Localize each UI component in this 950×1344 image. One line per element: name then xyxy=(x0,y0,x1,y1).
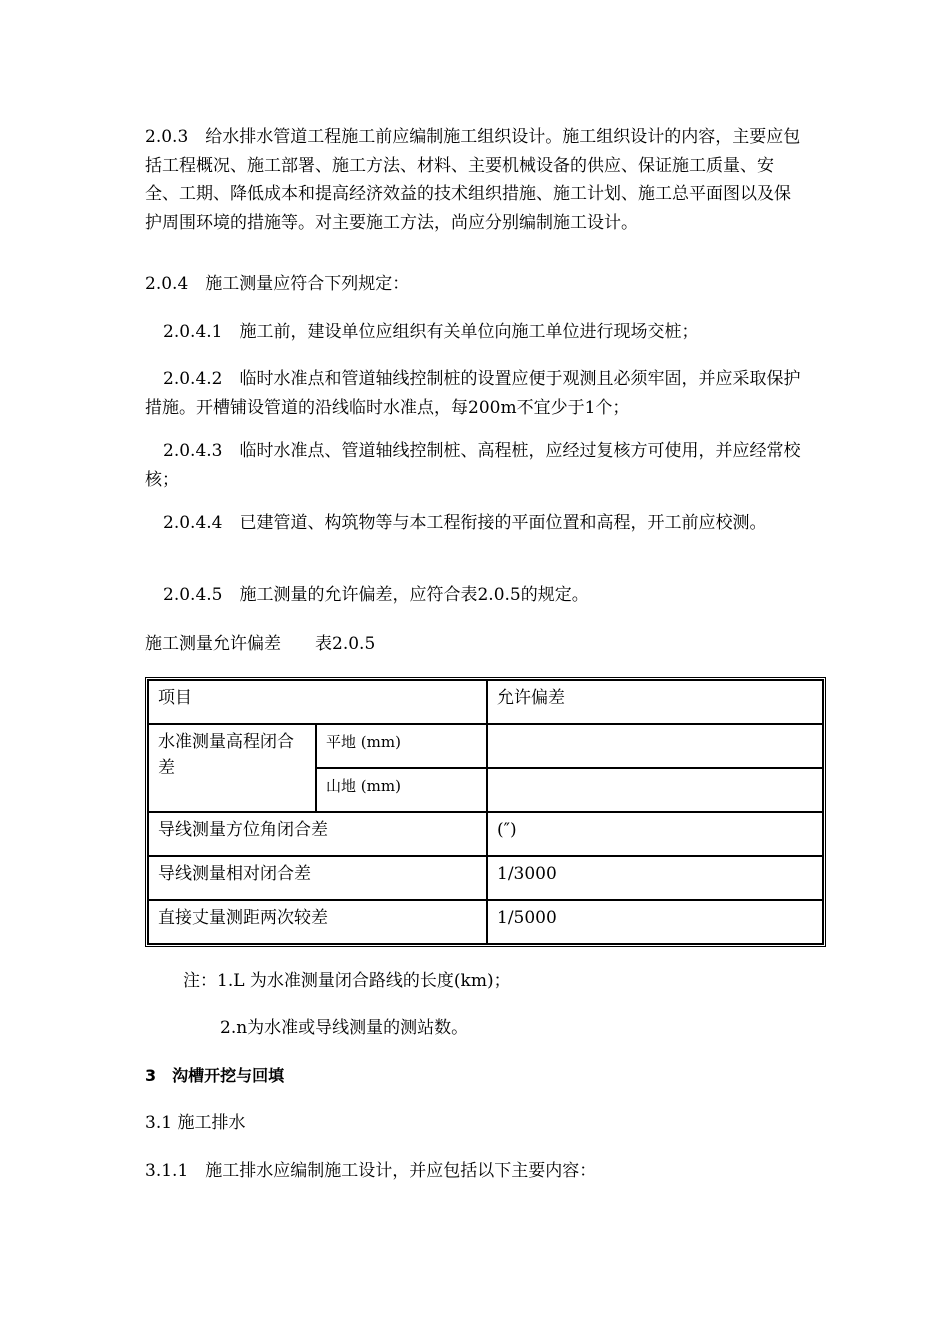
paragraph-2-0-4-4: 2.0.4.4 已建管道、构筑物等与本工程衔接的平面位置和高程，开工前应校测。 xyxy=(163,513,767,533)
table-row xyxy=(148,812,823,856)
paragraph-2-0-3: 2.0.3 给水排水管道工程施工前应编制施工组织设计。施工组织设计的内容，主要应包括工程概况、施工部署、施工方法、材料、主要机械设备的供应、保证施工质量、安全、工期、降低成本和提高经济效益的技术组织措施、施工计划、施工总平面图以及保护周围环境的措施等。对主要施工方法，尚应分别编制施工设计。 xyxy=(145,127,801,233)
mountain-value-cell xyxy=(487,768,823,812)
paragraph-2-0-4-1: 2.0.4.1 施工前，建设单位应组织有关单位向施工单位进行现场交桩； xyxy=(163,322,699,342)
table-header-row xyxy=(148,680,823,724)
paragraph-2-0-4: 2.0.4 施工测量应符合下列规定： xyxy=(145,274,410,294)
paragraph-2-0-4-2: 2.0.4.2 临时水准点和管道轴线控制桩的设置应便于观测且必须牢固，并应采取保护措施。开槽铺设管道的沿线临时水准点，每200m不宜少于1个； xyxy=(145,369,801,418)
flat-value-cell xyxy=(487,724,823,768)
tolerance-table xyxy=(145,677,826,947)
section-heading: 3 沟槽开挖与回填 xyxy=(145,1066,285,1085)
paragraph-3-1-1: 3.1.1 施工排水应编制施工设计，并应包括以下主要内容： xyxy=(145,1161,597,1181)
paragraph-2-0-4-3: 2.0.4.3 临时水准点、管道轴线控制桩、高程桩，应经过复核方可使用，并应经常校核； xyxy=(145,441,801,490)
mountain-label-cell: 山地 (mm) xyxy=(316,768,487,812)
tape-label-cell: 直接丈量测距两次较差 xyxy=(148,900,487,944)
header-item-cell: 项目 xyxy=(148,680,487,724)
leveling-label-cell: 水准测量高程闭合差 xyxy=(148,724,316,812)
paragraph-2-0-4-5: 2.0.4.5 施工测量的允许偏差，应符合表2.0.5的规定。 xyxy=(163,585,589,605)
flat-label-cell: 平地 (mm) xyxy=(316,724,487,768)
azimuth-label-cell: 导线测量方位角闭合差 xyxy=(148,812,487,856)
relative-label-cell: 导线测量相对闭合差 xyxy=(148,856,487,900)
azimuth-value-cell: (″) xyxy=(487,812,823,856)
table-row xyxy=(148,900,823,944)
relative-value-cell: 1/3000 xyxy=(487,856,823,900)
table-row xyxy=(148,856,823,900)
header-tolerance-cell: 允许偏差 xyxy=(487,680,823,724)
note-1: 注：1.L 为水准测量闭合路线的长度(km)； xyxy=(183,971,511,991)
tape-value-cell: 1/5000 xyxy=(487,900,823,944)
note-2: 2.n为水准或导线测量的测站数。 xyxy=(220,1018,469,1038)
table-row xyxy=(148,724,823,768)
subsection-heading: 3.1 施工排水 xyxy=(145,1113,246,1133)
table-caption: 施工测量允许偏差 表2.0.5 xyxy=(145,634,376,654)
